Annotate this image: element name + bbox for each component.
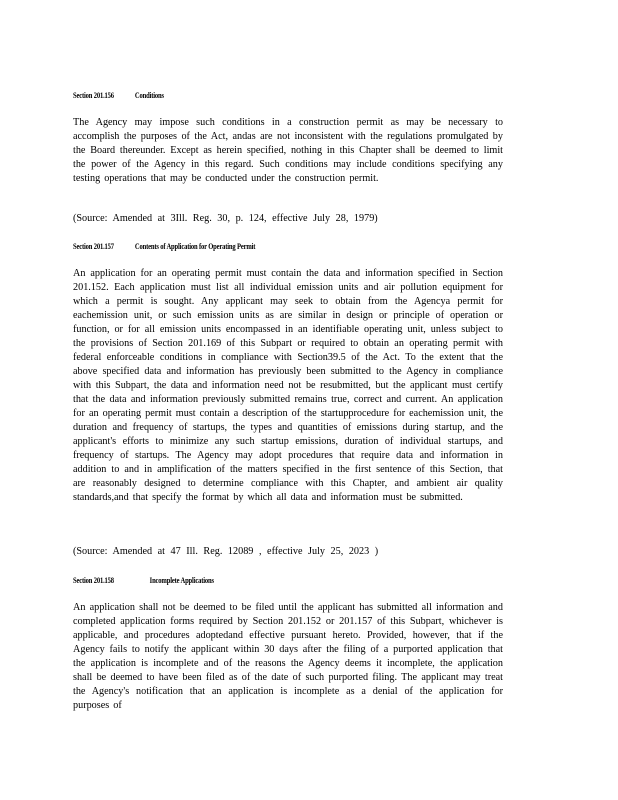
section-title: Conditions: [134, 91, 164, 100]
section-title: Contents of Application for Operating Permit: [134, 242, 256, 251]
section-title: Incomplete Applications: [149, 576, 214, 585]
section-body: The Agency may impose such conditions in a construction permit as may be necessary to accomplish the purposes of the Act, andas are not inconsistent with the regulations promulgated by the Board thereunder. Except as herein specified, nothing in this Chapter shall be deemed to limit the power of the Agency in this regard. Such conditions may include conditions specifying any testing operations that may be conducted under the construction permit.: [73, 117, 503, 184]
section-heading-201-156: [73, 91, 164, 100]
section-heading-201-158: [73, 576, 214, 585]
source-note: (Source: Amended at 47 Ill. Reg. 12089 , effective July 25, 2023 ): [73, 546, 379, 557]
section-number: Section 201.157: [73, 242, 114, 251]
section-number: Section 201.158: [73, 576, 114, 585]
section-body: An application for an operating permit must contain the data and information specified in Section 201.152. Each application must list all individual emission units and air pollution equipment for which a permit is sought. Any applicant may seek to obtain from the Agencya permit for eachemission unit, or such emission units as are similar in design or principle of operation or function, or for all emission units encompassed in an identifiable operating unit, unless subject to the provisions of Section 201.169 of this Subpart or required to obtain an operating permit with federal enforceable conditions in compliance with Section39.5 of the Act. To the extent that the above specified data and information has previously been submitted to the Agency in compliance with this Subpart, the data and information need not be resubmitted, but the applicant must certify that the data and information previously submitted remains true, correct and current. An application for an operating permit must contain a description of the startupprocedure for eachemission unit, the duration and frequency of startups, the types and quantities of emissions during startup, and the applicant's efforts to minimize any such startup emissions, duration of individual startups, and frequency of startups. The Agency may adopt procedures that require data and information in addition to and in amplification of the matters specified in the first sentence of this Section, that are reasonably designed to determine compliance with this Chapter, and ambient air quality standards,and that specify the format by which all data and information must be submitted.: [73, 268, 503, 503]
source-note: (Source: Amended at 3Ill. Reg. 30, p. 124, effective July 28, 1979): [73, 213, 378, 224]
section-heading-201-157: [73, 242, 255, 251]
section-number: Section 201.156: [73, 91, 114, 100]
section-body: An application shall not be deemed to be filed until the applicant has submitted all information and completed application forms required by Section 201.152 or 201.157 of this Subpart, whichever is applicable, and procedures adoptedand effective pursuant hereto. Provided, however, that if the Agency fails to notify the applicant within 30 days after the filing of a purported application that the application is incomplete and of the reasons the Agency deems it incomplete, the application shall be deemed to have been filed as of the date of such purported filing. The applicant may treat the Agency's notification that an application is incomplete as a denial of the application for purposes of: [73, 602, 503, 711]
